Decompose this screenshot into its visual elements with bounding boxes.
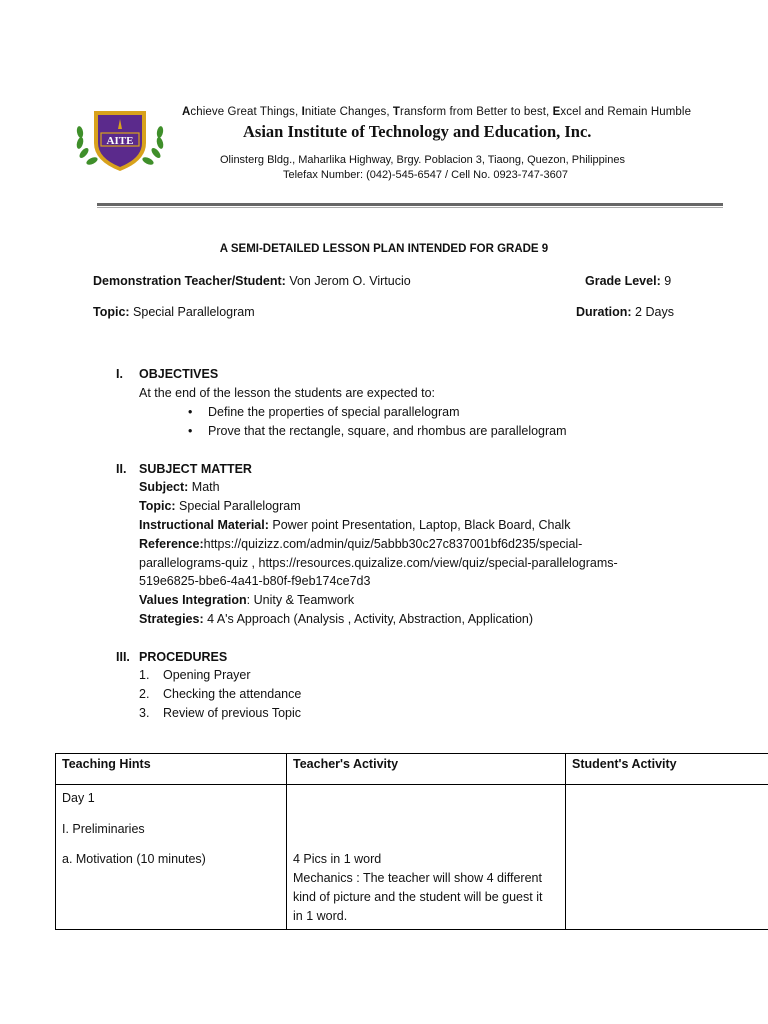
section-label: I. Preliminaries (62, 822, 145, 836)
school-name: Asian Institute of Technology and Education, Inc. (243, 122, 592, 141)
teacher-info: Demonstration Teacher/Student: Von Jerom O. Virtucio (93, 274, 411, 288)
logo-text: AITE (106, 135, 134, 147)
header-divider-thin (97, 207, 723, 208)
procedures-heading: PROCEDURES (139, 650, 228, 664)
table-header-row (56, 754, 768, 785)
column-header: Teaching Hints (56, 754, 287, 785)
school-address: Olinsterg Bldg., Maharlika Highway, Brgy. Poblacion 3, Tiaong, Quezon, Philippines (220, 154, 625, 166)
topic-info: Topic: Special Parallelogram (93, 305, 255, 319)
school-telefax: Telefax Number: (042)-545-6547 / Cell No. 0923-747-3607 (283, 169, 568, 181)
reference-line: Reference:https://quizizz.com/admin/quiz/5abbb30c27c837001bf6d235/special- (139, 537, 583, 551)
school-motto (182, 106, 691, 118)
header-divider (97, 203, 723, 206)
procedure-step: 3. Review of previous Topic (139, 706, 302, 720)
teaching-hints-cell (56, 785, 287, 930)
mechanics-text: in 1 word. (293, 909, 348, 923)
objectives-numeral: I. (116, 367, 123, 381)
reference-continuation[interactable]: parallelograms-quiz , https://resources.quizalize.com/view/quiz/special-parallelograms- (139, 556, 618, 570)
lesson-plan-title: A SEMI-DETAILED LESSON PLAN INTENDED FOR GRADE 9 (219, 243, 549, 255)
motivation-label: a. Motivation (10 minutes) (62, 852, 206, 866)
mechanics-text: Mechanics : The teacher will show 4 different (293, 871, 542, 885)
grade-level-info: Grade Level: 9 (585, 274, 672, 288)
bullet-icon: • (188, 405, 193, 419)
reference-continuation[interactable]: 519e6825-bbe6-4a41-b80f-f9eb174ce7d3 (139, 574, 371, 588)
motto-part: Transform from Better to best, (392, 106, 553, 118)
objective-item: • Prove that the rectangle, square, and rhombus are parallelogram (188, 424, 567, 438)
bullet-icon: • (188, 424, 193, 438)
subject-line: Subject: Math (139, 480, 220, 494)
procedure-step: 1. Opening Prayer (139, 668, 251, 682)
objectives-intro: At the end of the lesson the students are expected to: (139, 386, 436, 400)
procedure-step: 2. Checking the attendance (139, 687, 302, 701)
motto-part: Initiate Changes, (301, 106, 393, 118)
topic-line: Topic: Special Parallelogram (139, 499, 301, 513)
strategies-line: Strategies: 4 A's Approach (Analysis , Activity, Abstraction, Application) (139, 612, 534, 626)
reference-link[interactable]: https://quizizz.com/admin/quiz/5abbb30c27c837001bf6d235/special- (203, 537, 583, 551)
day-label: Day 1 (62, 791, 95, 805)
instructional-material-line: Instructional Material: Power point Presentation, Laptop, Black Board, Chalk (139, 518, 571, 532)
procedures-numeral: III. (116, 650, 130, 664)
objective-item: • Define the properties of special parallelogram (188, 405, 460, 419)
subject-matter-numeral: II. (116, 462, 127, 476)
teacher-activity-cell (287, 785, 566, 930)
motto-part: Achieve Great Things, (182, 106, 302, 118)
table-row (56, 785, 768, 930)
objectives-heading: OBJECTIVES (139, 367, 219, 381)
column-header: Teacher's Activity (287, 754, 566, 785)
activity-title: 4 Pics in 1 word (293, 852, 382, 866)
school-logo (70, 103, 170, 175)
duration-info: Duration: 2 Days (576, 305, 674, 319)
mechanics-text: kind of picture and the student will be guest it (293, 890, 543, 904)
teaching-activity-table (55, 753, 768, 930)
column-header: Student's Activity (566, 754, 768, 785)
motto-part: Excel and Remain Humble (552, 106, 692, 118)
values-integration-line: Values Integration: Unity & Teamwork (139, 593, 355, 607)
subject-matter-heading: SUBJECT MATTER (139, 462, 252, 476)
student-activity-cell (566, 785, 768, 930)
